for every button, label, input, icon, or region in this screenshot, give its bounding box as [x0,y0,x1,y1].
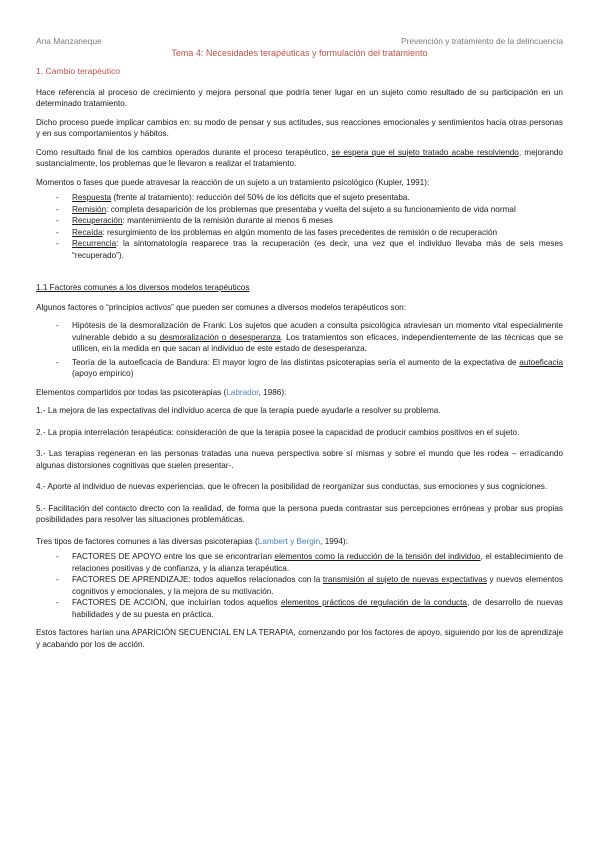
text-run: Como resultado final de los cambios operados durante el proceso terapéutico, [36,147,332,157]
text-run: . Los tratamientos son eficaces, independientemente de las técnicas que se utilicen, en la medida en que sacan al individuo de este estado de desesperanza. [72,332,564,353]
text-run: , 1994): [320,536,348,546]
paragraph-active-principles: Algunos factores o “principios activos” que pueden ser comunes a diversos modelos terapéuticos son: [36,302,407,312]
underlined-text: elementos como la reducción de la tensión del individuo [274,552,481,561]
list-item [36,215,563,227]
phase-term: Recaída [72,227,103,237]
numbered-item: 1.- La mejora de las expectativas del individuo acerca de que la terapia puede ayudarle a resolver su problema. [36,406,441,415]
underlined-text: autoeficacia [519,357,563,367]
text-run: , el establecimiento de relaciones positivas y de confianza, y la alianza terapéutica. [72,552,564,573]
citation-author: Labrador [226,387,259,397]
citation-author: Lambert y Bergin [257,536,321,546]
phase-term: Respuesta [72,193,112,202]
underlined-text: se espera que el sujeto tratado acabe resolviendo [331,147,519,157]
hypotheses-list [36,320,563,380]
list-item-bandura [36,357,563,380]
numbered-item: 5.- Facilitación del contacto directo con la realidad, de forma que la persona pueda contrastar sus percepciones erróneas y probar sus propias posibilidades para resolver las situaciones problemáticas. [36,503,563,524]
list-item [36,551,563,574]
text-run: FACTORES DE APRENDIZAJE: todos aquellos relacionados con la [72,575,323,584]
text-run: y nuevos elementos cognitivos y emocionales, y la mejora de su motivación. [72,575,563,596]
text-run: Teoría de la autoeficacia de Bandura: El mayor logro de las distintas psicoterapias sería el aumento de la expectativa de [72,357,520,367]
list-item-frank [36,320,563,355]
text-run: Elementos compartidos por todas las psicoterapias ( [36,387,227,397]
list-item [36,597,563,620]
underlined-text: transmisión al sujeto de nuevas expectativas [322,575,487,584]
phase-text: : resurgimiento de los problemas en algún momento de las fases precedentes de remisión o de recuperación [102,227,498,237]
document-title: Tema 4: Necesidades terapéuticas y formulación del tratamiento [171,48,428,58]
list-item [36,574,563,597]
text-run: FACTORES DE APOYO entre los que se encontrarían [72,552,275,561]
underlined-text: desmoralización o desesperanza [159,332,281,342]
list-item [36,227,563,239]
list-item [36,192,563,204]
text-run: Tres tipos de factores comunes a las diversas psicoterapias ( [36,536,258,546]
text-run: (apoyo empírico) [72,369,134,378]
section-heading-factores: 1.1 Factores comunes a los diversos modelos terapéuticos [36,283,250,292]
text-run: , mejorando sustancialmente, los problemas que le llevaron a realizar el tratamiento. [36,147,563,168]
underlined-text: elementos prácticos de regulación de la conducta [281,598,467,607]
document-body [36,66,563,657]
phase-text: : completa desaparición de los problemas que presentaba y vuelta del sujeto a su funcionamiento de vida normal [106,204,516,214]
text-run: , de desarrollo de nuevas habilidades y de su puesta en práctica. [72,598,563,619]
phase-term: Remisión [72,204,107,214]
list-item [36,204,563,216]
text-run: FACTORES DE ACCIÓN, que incluirían todos aquellos [72,598,282,607]
paragraph-shared-elements [36,387,563,399]
phase-text: (frente al tratamiento): reducción del 50% de los déficits que el sujeto presentaba. [111,193,410,202]
numbered-item: 2.- La propia interrelación terapéutica: consideración de que la terapia posee la capacidad de producir cambios positivos en el sujeto. [36,427,520,437]
phase-term: Recuperación [72,216,123,225]
paragraph-changes: Dicho proceso puede implicar cambios en: su modo de pensar y sus actitudes, sus reacciones emocionales y sentimientos hacia otras personas y en sus comportamientos y hábitos. [36,117,563,138]
factor-types-list [36,551,563,620]
section-heading-cambio: 1. Cambio terapéutico [36,66,121,76]
phase-text: : mantenimiento de la remisión durante al menos 6 meses [122,216,333,225]
paragraph-sequential: Estos factores harían una APARICIÓN SECUENCIAL EN LA TERAPIA, comenzando por los factores de apoyo, siguiendo por los de aprendizaje y acabando por los de acción. [36,628,563,649]
phases-list [36,192,563,261]
header-author: Ana Manzaneque [36,36,102,46]
paragraph-factor-types [36,536,563,548]
phase-term: Recurrencia [72,239,117,248]
phase-text: : la sintomatología reaparece tras la recuperación (es decir, una vez que el individuo llevaba más de seis meses “recuperado”). [72,239,563,260]
paragraph-phases-intro: Momentos o fases que puede atravesar la reacción de un sujeto a un tratamiento psicológico (Kupler, 1991): [36,177,430,187]
list-item [36,238,563,261]
numbered-item: 3.- Las terapias regeneran en las personas tratadas una nueva perspectiva sobre sí mismas y sobre el mundo que les rodea – erradicando algunas distorsiones cognitivas que suelen presentar-. [36,449,563,470]
paragraph-result [36,147,563,170]
text-run: Hipótesis de la desmoralización de Frank: Los sujetos que acuden a consulta psicológica atraviesan un momento vital especialmente vulnerable debido a su [72,321,563,342]
paragraph-definition: Hace referencia al proceso de crecimiento y mejora personal que podría tener lugar en un sujeto como resultado de su participación en un determinado tratamiento. [36,87,563,108]
shared-elements-list [36,405,563,526]
header-subject: Prevención y tratamiento de la delincuencia [400,36,563,46]
numbered-item: 4.- Aporte al individuo de nuevas experiencias, que le ofrecen la posibilidad de reorganizar sus conductas, sus emociones y sus cogniciones. [36,482,548,491]
text-run: , 1986): [258,387,287,397]
